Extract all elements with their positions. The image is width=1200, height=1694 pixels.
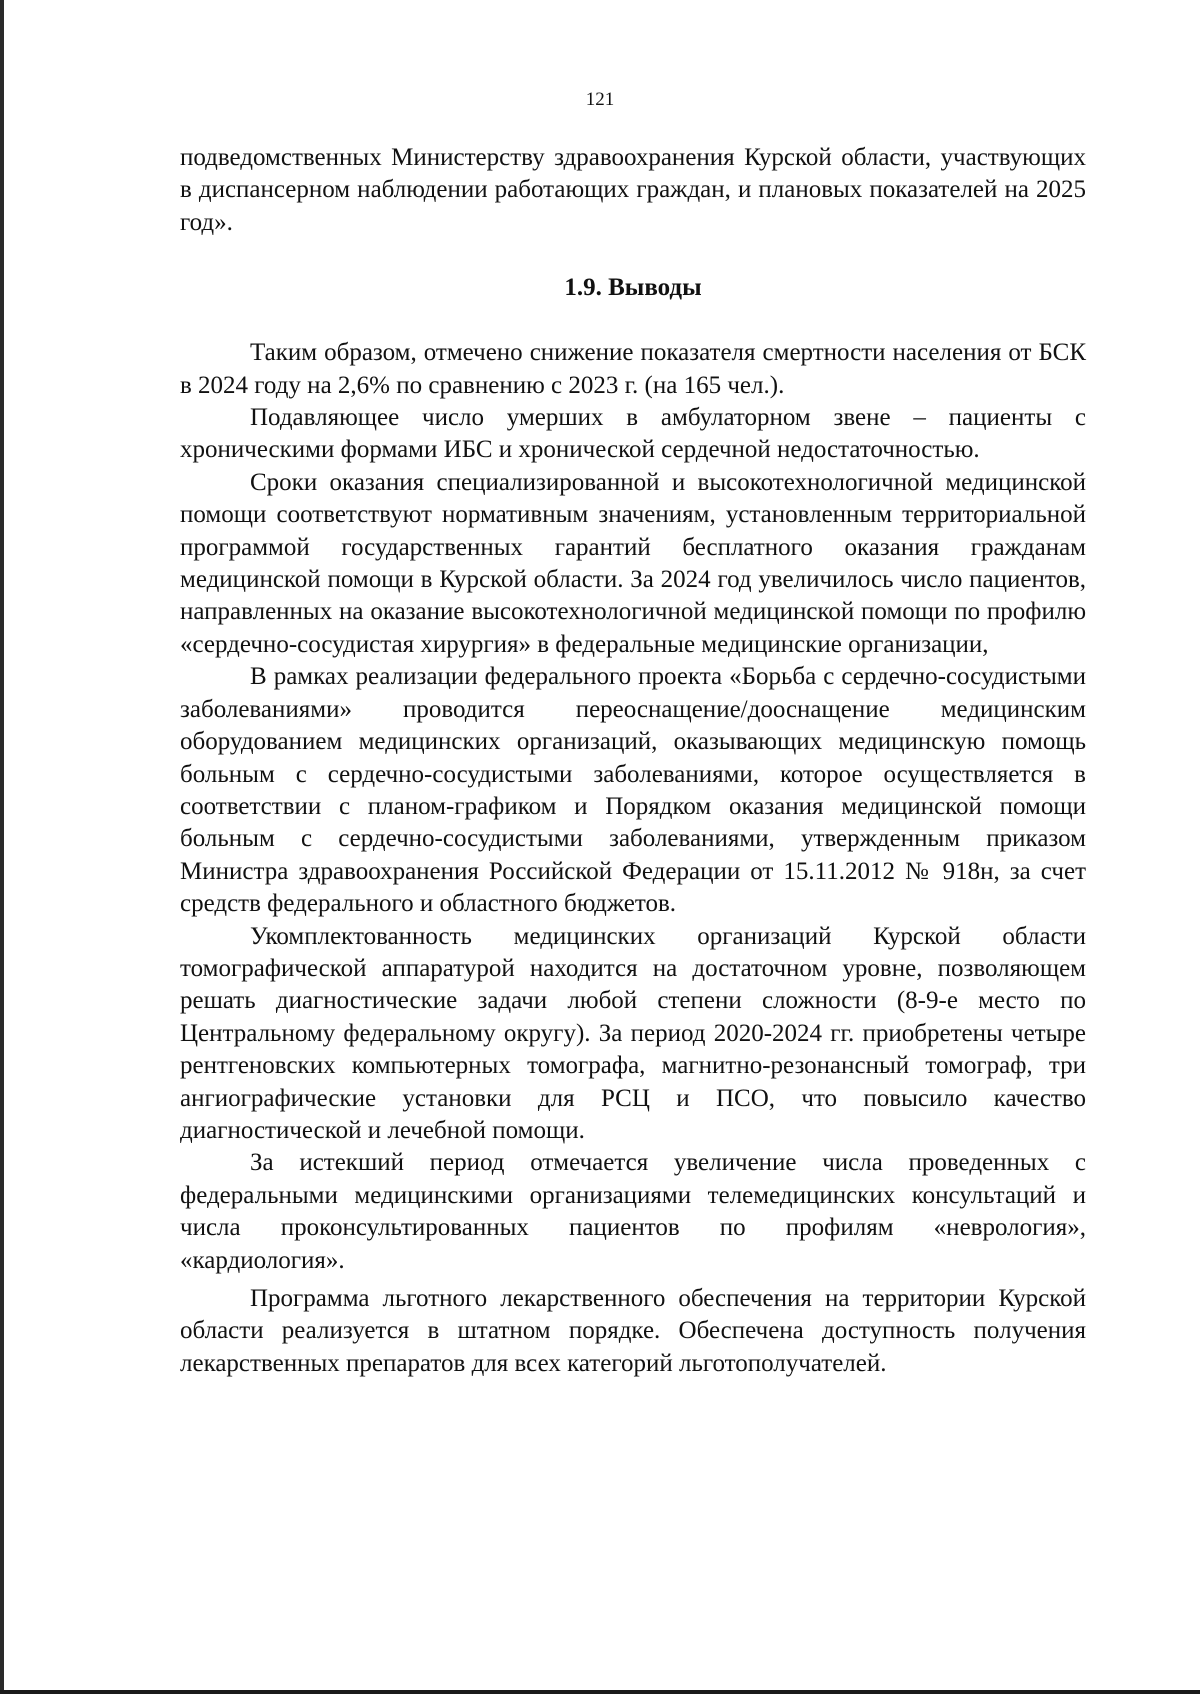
scan-edge-bottom — [0, 1690, 1200, 1694]
intro-paragraph: подведомственных Министерству здравоохранения Курской области, участвующих в диспансерном наблюдении работающих граждан, и плановых показателей на 2025 год». — [180, 144, 1086, 236]
paragraph-drug-program: Программа льготного лекарственного обеспечения на территории Курской области реализуется в штатном порядке. Обеспечена доступность получения лекарственных препаратов для всех категорий льготополучателей. — [180, 1285, 1086, 1377]
paragraph-mortality: Таким образом, отмечено снижение показателя смертности населения от БСК в 2024 году на 2,6% по сравнению с 2023 г. (на 165 чел.). — [180, 339, 1086, 399]
scan-edge-left — [0, 0, 4, 1694]
page-number: 121 — [585, 89, 615, 110]
paragraph-tomography: Укомплектованность медицинских организаций Курской области томографической аппаратурой находится на достаточном уровне, позволяющем решать диагностические задачи любой степени сложности (8-9-е место по Центральному федеральному округу). За период 2020-2024 гг. приобретены четыре рентгеновских компьютерных томографа, магнитно-резонансный томограф, три ангиографические установки для РСЦ и ПСО, что повысило качество диагностической и лечебной помощи. — [180, 922, 1086, 1144]
section-heading: 1.9. Выводы — [564, 274, 702, 302]
page-body — [180, 142, 1086, 1380]
paragraph-telemedicine: За истекший период отмечается увеличение числа проведенных с федеральными медицинскими организациями телемедицинских консультаций и числа проконсультированных пациентов по профилям «неврология», «кардиология». — [180, 1149, 1086, 1274]
paragraph-care-timing: Сроки оказания специализированной и высокотехнологичной медицинской помощи соответствуют нормативным значениям, установленным территориальной программой государственных гарантий бесплатного оказания гражданам медицинской помощи в Курской области. За 2024 год увеличилось число пациентов, направленных на оказание высокотехнологичной медицинской помощи по профилю «сердечно-сосудистая хирургия» в федеральные медицинские организации, — [180, 468, 1086, 658]
paragraph-federal-project: В рамках реализации федерального проекта «Борьба с сердечно-сосудистыми заболеваниями» проводится переоснащение/дооснащение медицинским оборудованием медицинских организаций, оказывающих медицинскую помощь больным с сердечно-сосудистыми заболеваниями, которое осуществляется в соответствии с планом-графиком и Порядком оказания медицинской помощи больным с сердечно-сосудистыми заболеваниями, утвержденным приказом Министра здравоохранения Российской Федерации от 15.11.2012 № 918н, за счет средств федерального и областного бюджетов. — [180, 663, 1086, 918]
paragraph-ambulatory: Подавляющее число умерших в амбулаторном звене – пациенты с хроническими формами ИБС и хронической сердечной недостаточностью. — [180, 404, 1086, 464]
